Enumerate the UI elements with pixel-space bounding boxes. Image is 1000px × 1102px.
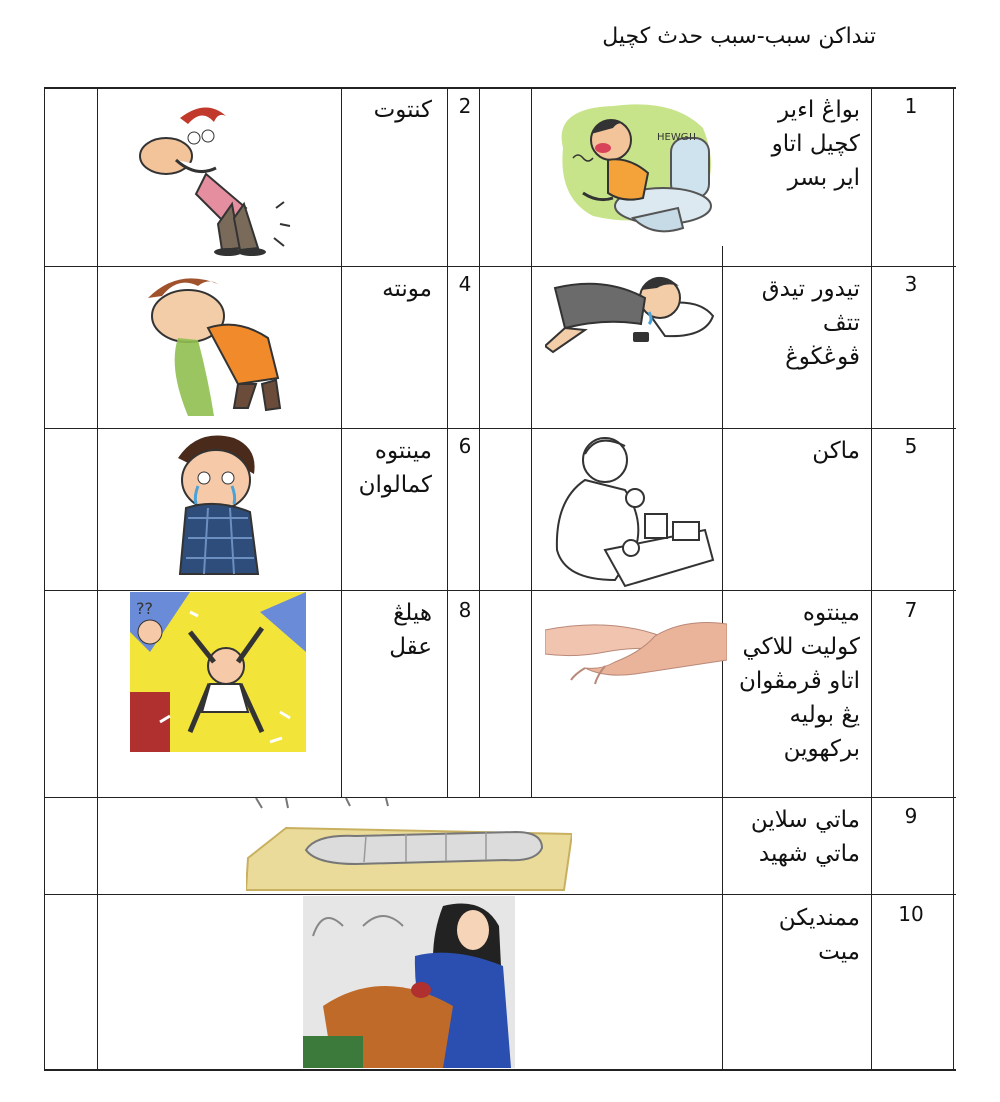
cause-text: تيدور تيدق تتڤ ڤوڠڬوڠ	[761, 276, 860, 370]
row-number: 1	[904, 94, 918, 118]
vomiting-boy-icon	[138, 268, 298, 418]
row-number: 9	[904, 804, 918, 828]
touching-hands-icon	[545, 612, 727, 688]
crying-boy-icon	[158, 428, 278, 576]
row-number: 5	[904, 434, 918, 458]
cause-text: ممنديكن ميت	[778, 905, 860, 965]
row-number: 7	[904, 598, 918, 622]
eating-boy-icon	[545, 430, 715, 590]
cause-text: ماتي سلاين ماتي شهيد	[750, 807, 860, 867]
sleeping-man-icon	[545, 268, 715, 363]
row-number: 8	[458, 598, 472, 622]
toilet-boy-icon	[553, 98, 723, 246]
page-title: تنداكن سبب-سبب حدث كچيل	[602, 24, 876, 49]
row-number: 4	[458, 272, 472, 296]
svg-text:??: ??	[136, 599, 153, 618]
cause-text: مينتوه كمالوان	[358, 438, 432, 498]
row-number: 3	[904, 272, 918, 296]
cause-text: هيلڠ عقل	[389, 600, 432, 660]
cause-text: ماكن	[812, 438, 860, 464]
corpse-on-mat-icon	[246, 798, 572, 893]
cause-text: بواڠ اءير كچيل اتاو اير بسر	[771, 97, 860, 191]
lost-mind-icon	[130, 592, 306, 752]
cause-text: مونته	[382, 276, 432, 302]
row-number: 10	[898, 902, 924, 926]
svg-text:HEWG!!: HEWG!!	[657, 132, 697, 143]
row-number: 6	[458, 434, 472, 458]
bathing-corpse-icon	[303, 896, 515, 1068]
cause-text: مينتوه كوليت للاكي اتاو ڤرمڤوان يڠ بوليه بركهوين	[738, 600, 860, 762]
row-number: 2	[458, 94, 472, 118]
passing-gas-man-icon	[136, 98, 306, 258]
cause-text: كنتوت	[373, 97, 432, 123]
